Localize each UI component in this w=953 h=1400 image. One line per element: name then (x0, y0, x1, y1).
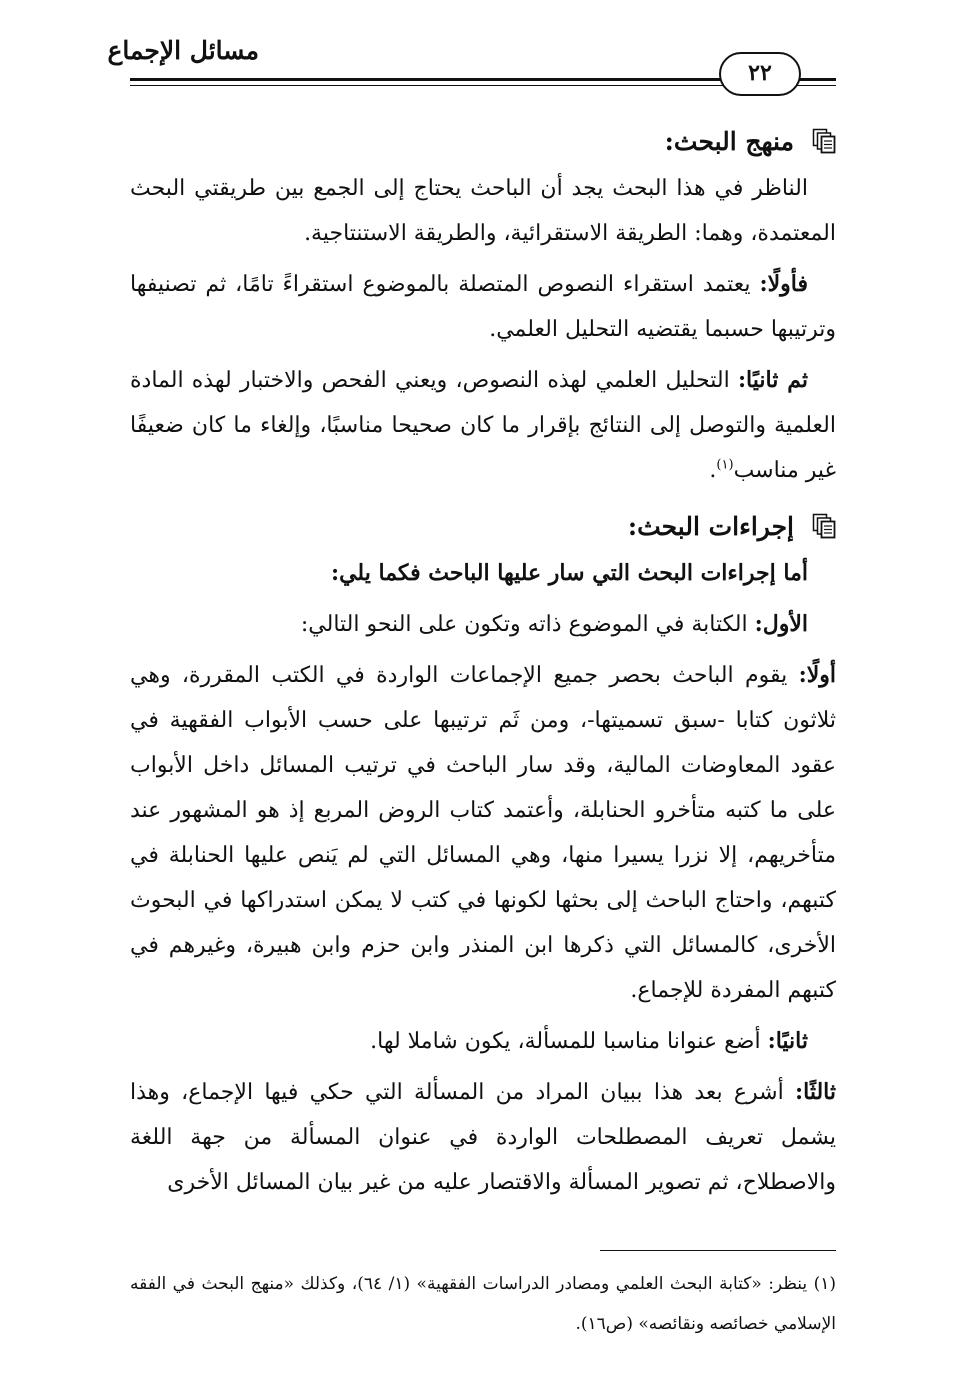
stacked-pages-icon (812, 513, 836, 539)
paragraph-first-procedure (130, 602, 836, 647)
footnote-1: (١) ينظر: «كتابة البحث العلمي ومصادر الدراسات الفقهية» (١/ ٦٤)، وكذلك «منهج البحث في الفقه الإسلامي خصائصه ونقائصه» (ص١٦). (130, 1274, 836, 1334)
section-heading-methodology (130, 118, 836, 166)
section-heading-text: إجراءات البحث: (627, 512, 794, 541)
lead-term: ثالثًا: (795, 1079, 836, 1105)
paragraph-item-2 (130, 1019, 836, 1064)
paragraph-end: . (709, 458, 717, 483)
paragraph-text: الكتابة في الموضوع ذاته وتكون على النحو التالي: (300, 612, 755, 637)
paragraph-second (130, 358, 836, 493)
lead-term: الأول: (754, 611, 808, 637)
running-header-title: مسائل الإجماع (107, 36, 259, 65)
lead-term: فأولًا: (759, 271, 808, 297)
footnote-reference[interactable]: (١) (716, 457, 734, 473)
lead-term: ثم ثانيًا: (737, 367, 809, 393)
lead-term: ثانيًا: (767, 1028, 808, 1054)
section-heading-text: منهج البحث: (664, 127, 794, 156)
paragraph-text: أضع عنوانا مناسبا للمسألة، يكون شاملا لها. (370, 1029, 768, 1054)
paragraph-intro: الناظر في هذا البحث يجد أن الباحث يحتاج إلى الجمع بين طريقتي البحث المعتمدة، وهما: الطريقة الاستقرائية، والطريقة الاستنتاجية. (130, 176, 836, 246)
stacked-pages-icon (812, 128, 836, 154)
paragraph-item-1 (130, 653, 836, 1013)
paragraph-text: أشرع بعد هذا ببيان المراد من المسألة التي حكي فيها الإجماع، وهذا يشمل تعريف المصطلحات الواردة في عنوان المسألة من جهة اللغة والاصطلاح، ثم تصوير المسألة والاقتصار عليه من غير بيان المسائل الأخرى (130, 1080, 836, 1195)
paragraph-procedures-intro: أما إجراءات البحث التي سار عليها الباحث فكما يلي: (330, 560, 808, 586)
page-body (130, 118, 836, 1211)
paragraph-text: التحليل العلمي لهذه النصوص، ويعني الفحص والاختبار لهذه المادة العلمية والتوصل إلى النتائج بإقرار ما كان صحيحا مناسبًا، وإلغاء ما كان ضعيفًا غير مناسب (130, 368, 836, 483)
paragraph-text: يعتمد استقراء النصوص المتصلة بالموضوع استقراءً تامًا، ثم تصنيفها وترتيبها حسبما يقتضيه التحليل العلمي. (130, 272, 836, 342)
paragraph-first (130, 262, 836, 352)
section-heading-procedures (130, 503, 836, 551)
paragraph-item-3 (130, 1070, 836, 1205)
footnotes (130, 1264, 836, 1344)
footnote-separator (600, 1250, 836, 1251)
lead-term: أولًا: (798, 662, 836, 688)
paragraph-text: يقوم الباحث بحصر جميع الإجماعات الواردة في الكتب المقررة، وهي ثلاثون كتابا -سبق تسميتها-، ومن ثَم ترتيبها على حسب الأبواب الفقهية في عقود المعاوضات المالية، وقد سار الباحث في ترتيب المسائل داخل الأبواب على ما كتبه متأخرو الحنابلة، وأعتمد كتاب الروض المربع إذ هو المشهور عند متأخريهم، إلا نزرا يسيرا منها، وهي المسائل التي لم يَنص عليها الحنابلة في كتبهم، واحتاج الباحث إلى بحثها لكونها في كتب لا يمكن استدراكها في البحوث الأخرى، كالمسائل التي ذكرها ابن المنذر وابن حزم وابن هبيرة، وغيرهم في كتبهم المفردة للإجماع. (130, 663, 837, 1003)
page-number-badge: ٢٢ (719, 52, 801, 96)
